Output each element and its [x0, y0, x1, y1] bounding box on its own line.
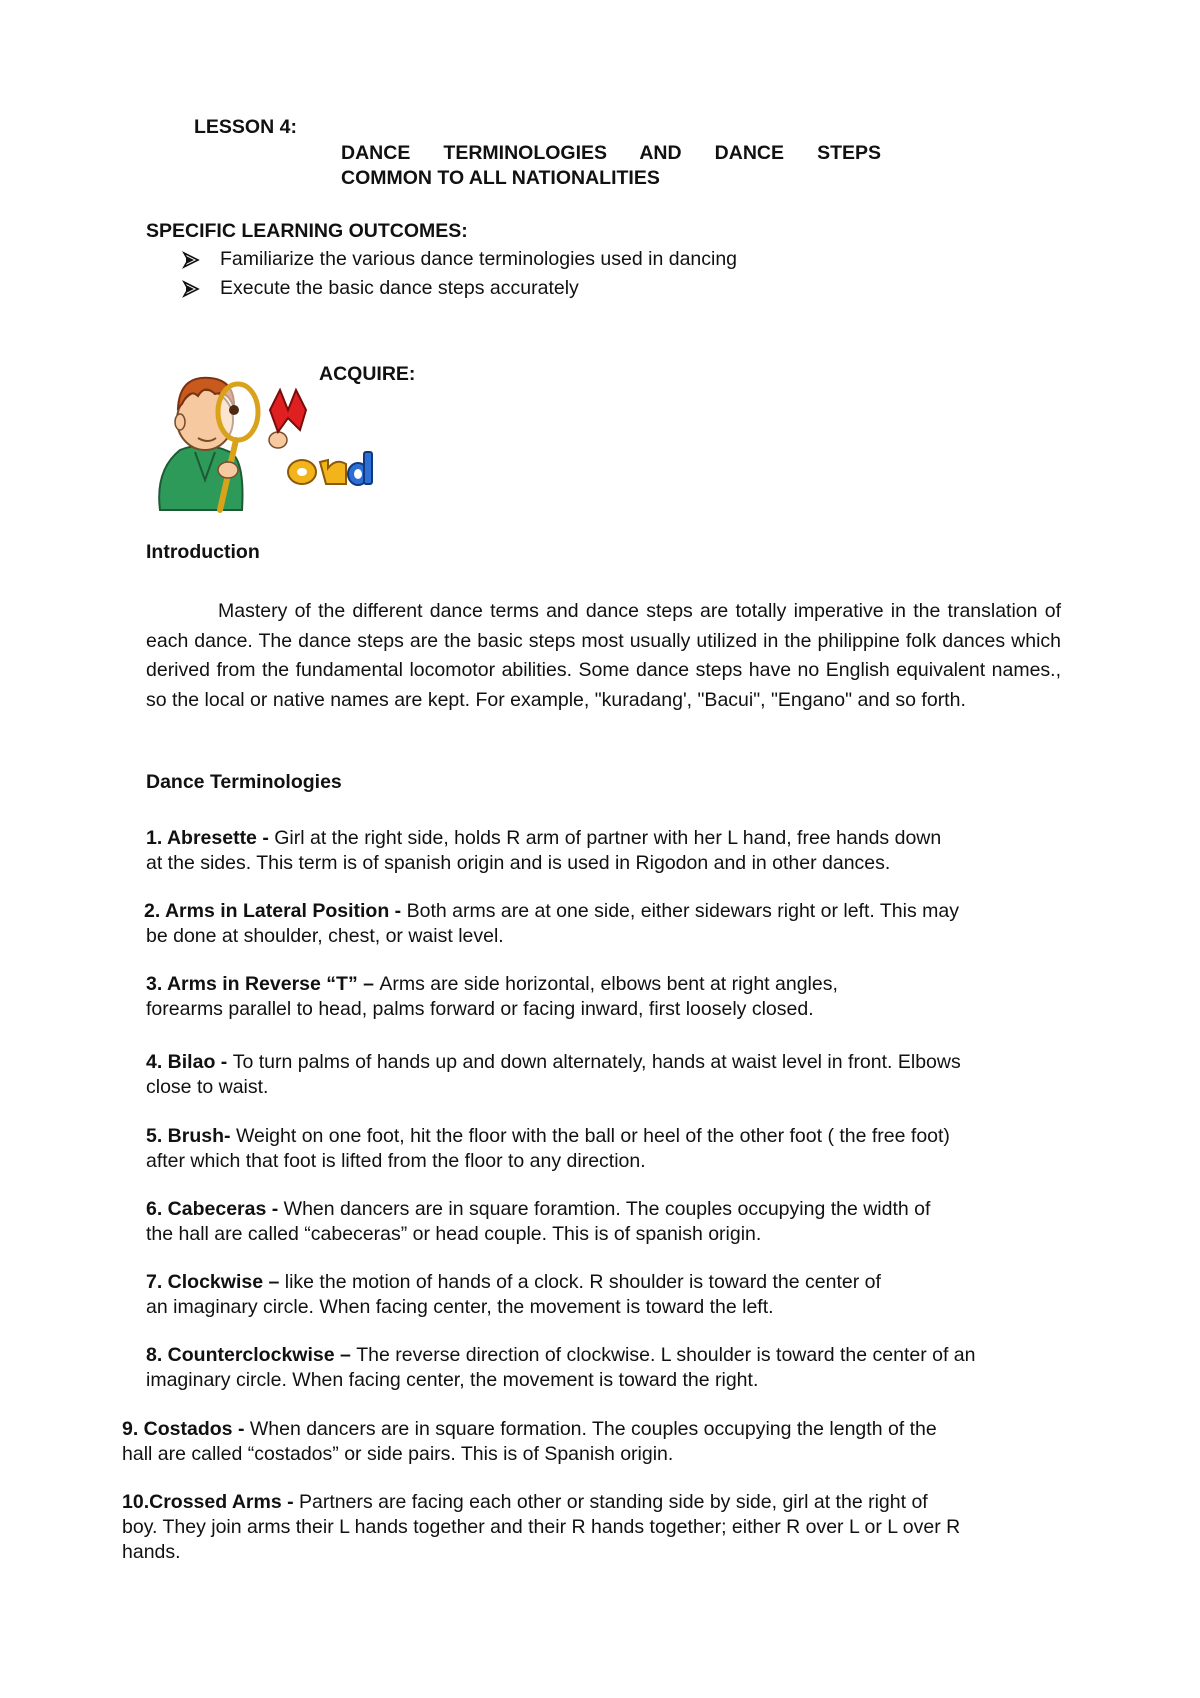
term-desc-cont: close to waist.: [146, 1076, 269, 1098]
term-item: [146, 1270, 881, 1320]
term-item: [146, 1050, 961, 1100]
term-name: 9. Costados -: [122, 1418, 250, 1440]
lesson-title: [341, 141, 881, 191]
term-item: [146, 1124, 950, 1174]
term-desc-cont: at the sides. This term is of spanish origin and is used in Rigodon and in other dances.: [146, 852, 891, 874]
term-item: [122, 1490, 960, 1565]
term-item: [146, 826, 941, 876]
outcome-text: Familiarize the various dance terminologies used in dancing: [220, 248, 738, 270]
term-desc-cont: imaginary circle. When facing center, the movement is toward the right.: [146, 1369, 759, 1391]
term-name: 2. Arms in Lateral Position -: [144, 900, 407, 922]
term-desc-cont: boy. They join arms their L hands together and their R hands together; either R over L or L over R: [122, 1516, 961, 1538]
outcome-text: Execute the basic dance steps accurately: [220, 277, 579, 299]
term-name: 1. Abresette -: [146, 827, 275, 849]
term-desc: like the motion of hands of a clock. R shoulder is toward the center of: [284, 1271, 881, 1293]
term-desc: To turn palms of hands up and down alternately, hands at waist level in front. Elbows: [232, 1051, 961, 1073]
term-item: [146, 972, 838, 1022]
terminologies-heading: Dance Terminologies: [146, 771, 342, 793]
term-name: 6. Cabeceras -: [146, 1198, 284, 1220]
term-desc-cont: hall are called “costados” or side pairs. This is of Spanish origin.: [122, 1443, 674, 1465]
term-desc: Arms are side horizontal, elbows bent at right angles,: [379, 973, 838, 995]
arrow-bullet-icon: [182, 280, 200, 298]
outcomes-heading: SPECIFIC LEARNING OUTCOMES:: [146, 220, 468, 242]
term-desc-cont: forearms parallel to head, palms forward or facing inward, first loosely closed.: [146, 998, 814, 1020]
term-item: [146, 1343, 976, 1393]
term-desc: When dancers are in square formation. The couples occupying the length of the: [249, 1418, 937, 1440]
term-desc: When dancers are in square foramtion. The couples occupying the width of: [283, 1198, 931, 1220]
term-item: [144, 899, 959, 949]
term-desc: Partners are facing each other or standing side by side, girl at the right of: [299, 1491, 928, 1513]
outcome-item: [182, 248, 737, 271]
term-item: [122, 1417, 937, 1467]
acquire-label: ACQUIRE:: [319, 363, 416, 385]
term-name: 5. Brush-: [146, 1125, 236, 1147]
arrow-bullet-icon: [182, 251, 200, 269]
term-desc: Girl at the right side, holds R arm of partner with her L hand, free hands down: [274, 827, 942, 849]
term-desc-cont: the hall are called “cabeceras” or head couple. This is of spanish origin.: [146, 1223, 762, 1245]
term-desc-cont: after which that foot is lifted from the floor to any direction.: [146, 1150, 646, 1172]
introduction-paragraph: Mastery of the different dance terms and dance steps are totally imperative in the translation of each dance. The dance steps are the basic steps most usually utilized in the philippine folk dances which derived from the fundamental locomotor abilities. Some dance steps have no English equivalent names., so the local or native names are kept. For example, "kuradang', "Bacui", "Engano" and so forth.: [146, 600, 1061, 711]
term-name: 8. Counterclockwise –: [146, 1344, 357, 1366]
lesson-label: LESSON 4:: [194, 116, 297, 138]
introduction-heading: Introduction: [146, 541, 260, 563]
term-desc-cont: hands.: [122, 1541, 181, 1563]
term-name: 4. Bilao -: [146, 1051, 233, 1073]
term-desc: The reverse direction of clockwise. L shoulder is toward the center of an: [356, 1344, 976, 1366]
lesson-title-line-1: DANCE TERMINOLOGIES AND DANCE STEPS: [341, 142, 881, 164]
term-name: 7. Clockwise –: [146, 1271, 285, 1293]
term-desc: Weight on one foot, hit the floor with the ball or heel of the other foot ( the free foot): [235, 1125, 950, 1147]
term-desc: Both arms are at one side, either sidewars right or left. This may: [406, 900, 959, 922]
lesson-title-line-2: COMMON TO ALL NATIONALITIES: [341, 167, 660, 189]
term-item: [146, 1197, 930, 1247]
term-desc-cont: an imaginary circle. When facing center, the movement is toward the left.: [146, 1296, 774, 1318]
outcome-item: [182, 277, 579, 300]
term-name: 3. Arms in Reverse “T” –: [146, 973, 380, 995]
term-name: 10.Crossed Arms -: [122, 1491, 300, 1513]
term-desc-cont: be done at shoulder, chest, or waist level.: [146, 925, 504, 947]
